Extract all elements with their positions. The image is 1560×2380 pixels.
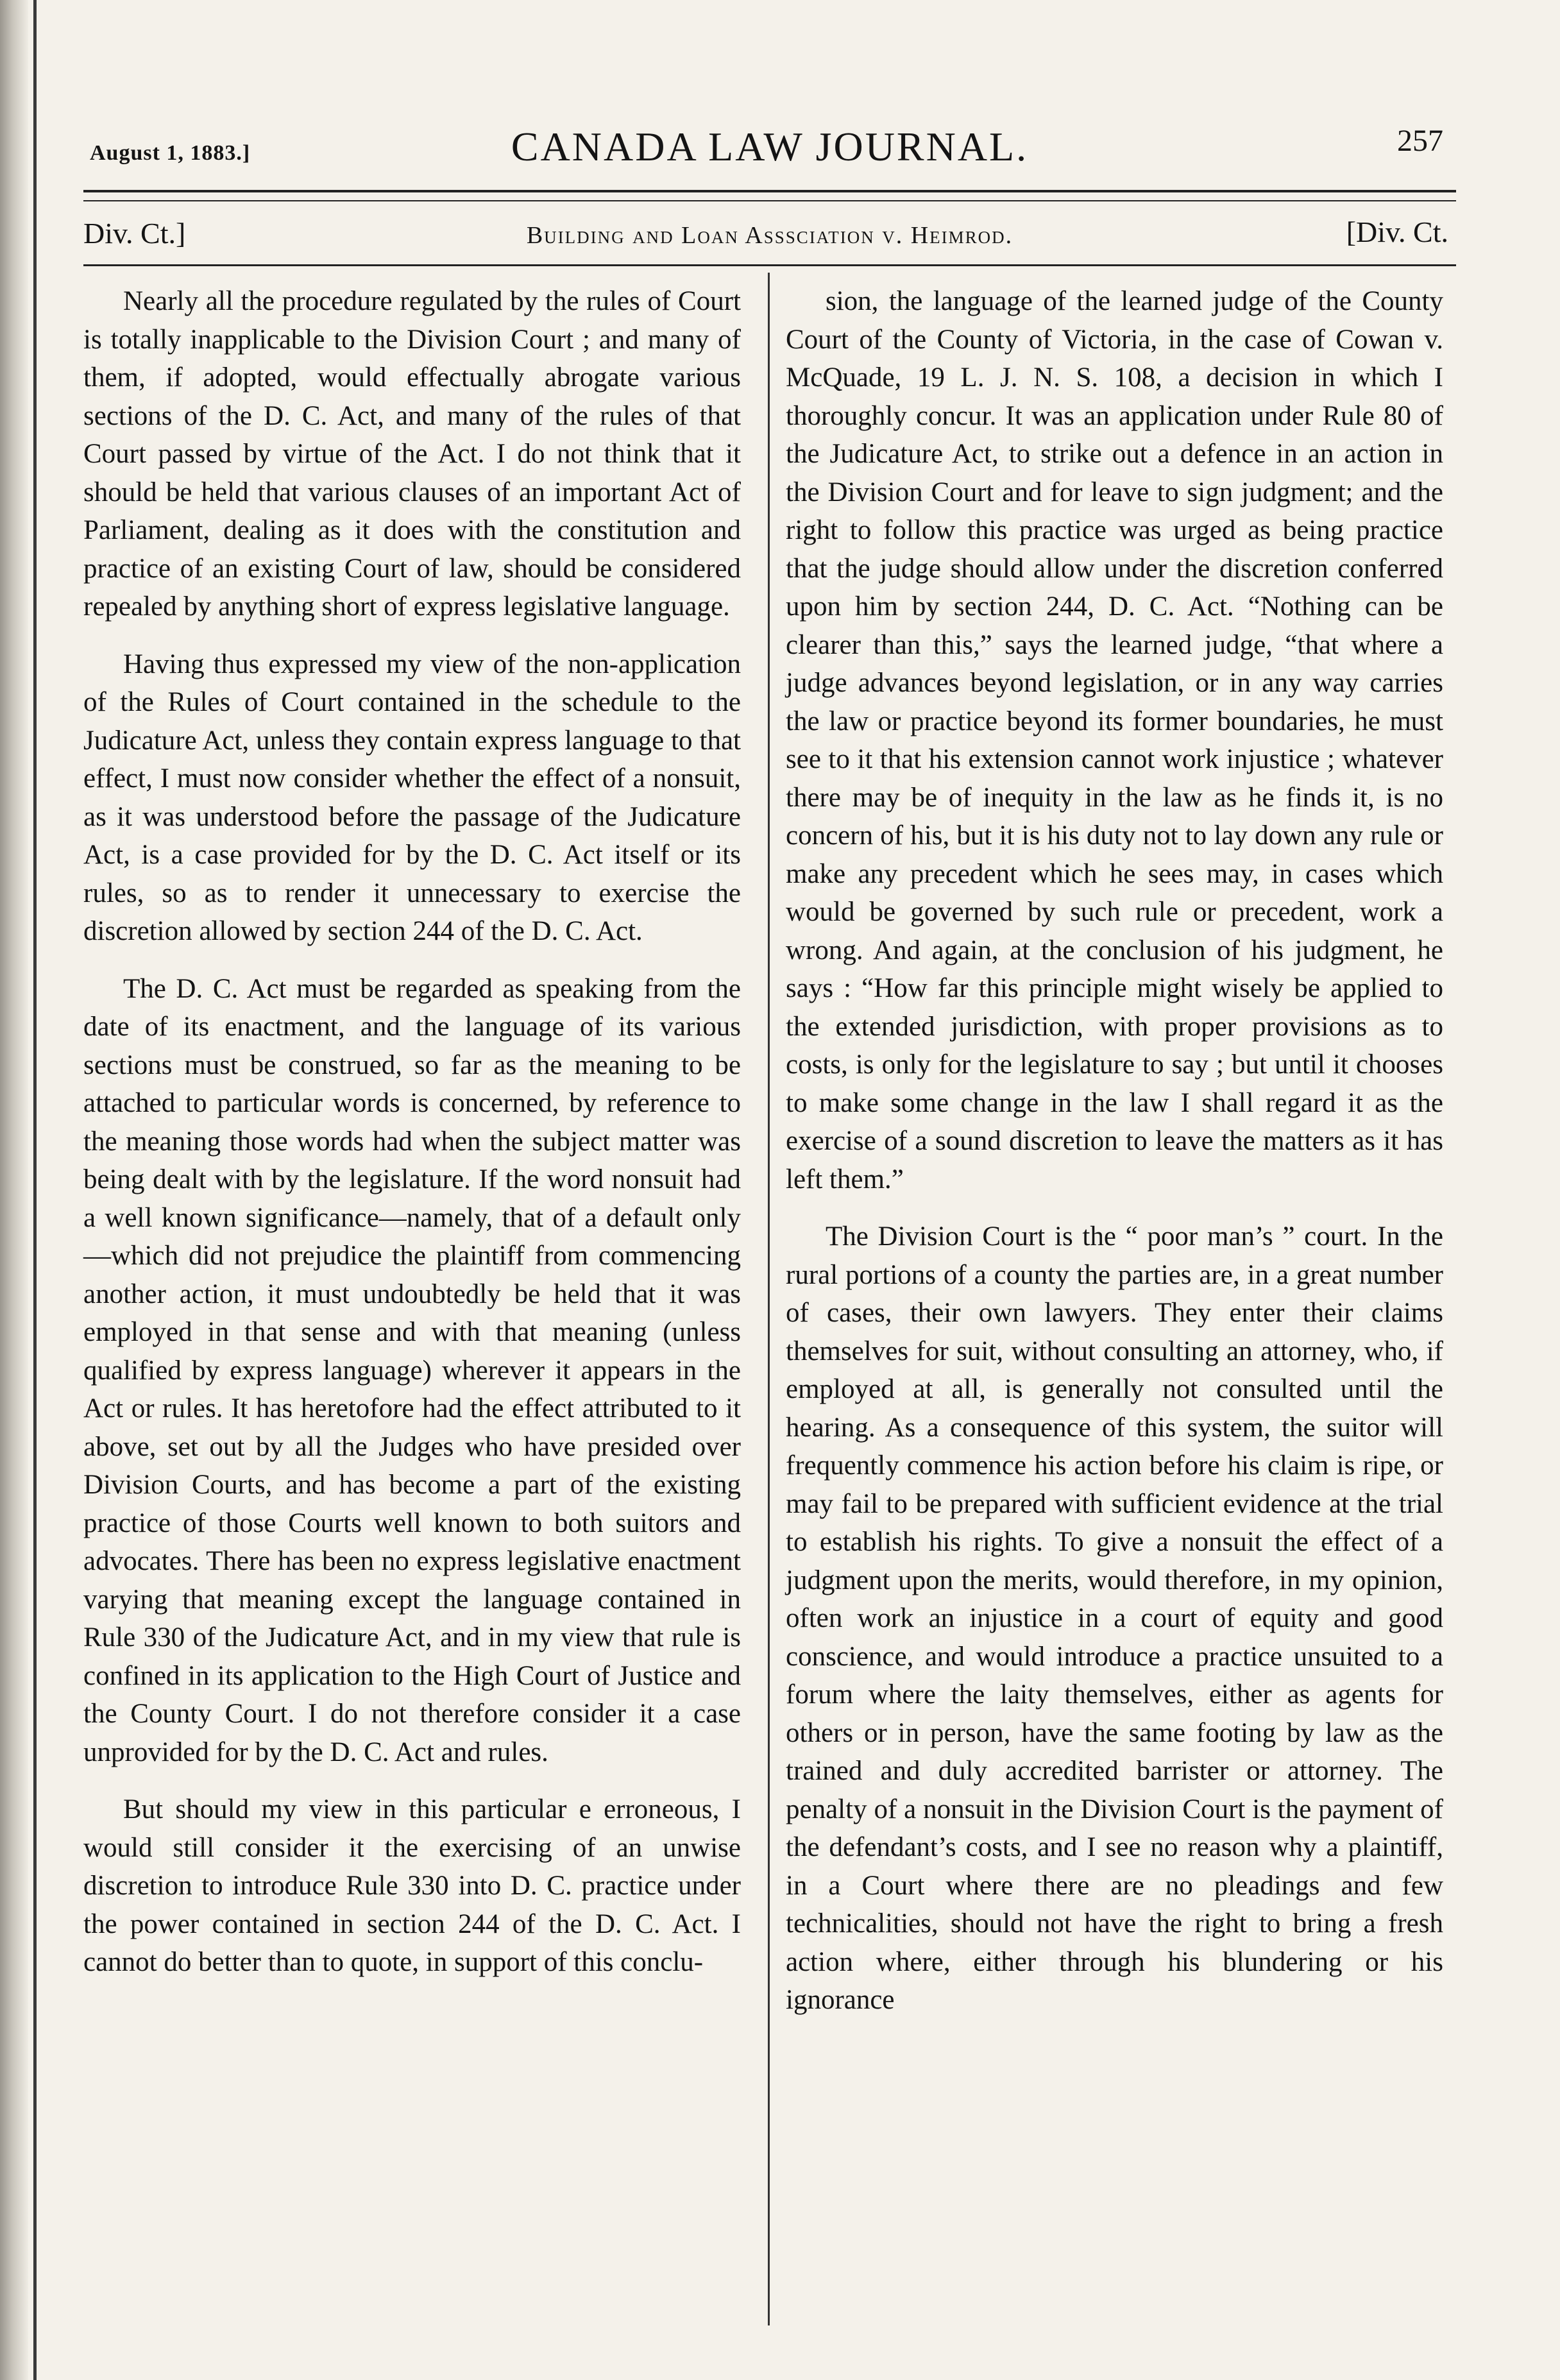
section-label-right: [Div. Ct. bbox=[1346, 216, 1448, 248]
book-spine-shadow bbox=[0, 0, 28, 2380]
paragraph: But should my view in this particular e erroneous, I would still consider it the exercising of an unwise discretion to introduce Rule 330 into D. C. practice under the power contained in section 244 of the D. C. Act. I cannot do better than to quote, in support of this conclu- bbox=[83, 1794, 741, 1977]
paragraph: Nearly all the procedure regulated by the rules of Court is totally inapplicable to the Division Court ; and many of them, if adopted, would effectually abrogate various sections of the D. C. Act, and many of the rules of that Court passed by virtue of the Act. I do not think that it should be held that various clauses of an important Act of Parliament, dealing as it does with the constitution and practice of an existing Court of law, should be considered repealed by anything short of express legislative language. bbox=[83, 286, 741, 622]
column-divider bbox=[768, 273, 770, 2325]
case-header-rule bbox=[83, 264, 1456, 266]
paragraph: Having thus expressed my view of the non-application of the Rules of Court contained in the schedule to the Judicature Act, unless they contain express language to that effect, I must now consider whether the effect of a nonsuit, as it was understood before the passage of the Judicature Act, is a case provided for by the D. C. Act itself or its rules, so as to render it unnecessary to exercise the discretion allowed by section 244 of the D. C. Act. bbox=[83, 649, 741, 946]
section-label-left: Div. Ct.] bbox=[83, 217, 186, 250]
issue-date: August 1, 1883.] bbox=[90, 141, 251, 165]
paragraph: The Division Court is the “ poor man’s ” court. In the rural portions of a county the parties are, in a great number of cases, their own lawyers. They enter their claims themselves for suit, without consulting an attorney, who, if employed at all, is generally not consulted until the hearing. As a consequence of this system, the suitor will frequently commence his action before his claim is ripe, or may fail to be prepared with sufficient evidence at the trial to establish his rights. To give a nonsuit the effect of a judgment upon the merits, would therefore, in my opinion, often work an injustice in a court of equity and good conscience, and would introduce a practice unsuited to a forum where the laity themselves, either as agents for others or in person, have the same footing by law as the trained and duly accredited barrister or attorney. The penalty of a nonsuit in the Division Court is the payment of the defendant’s costs, and I see no reason why a plaintiff, in a Court where there are no pleadings and few technicalities, should not have the right to bring a fresh action where, either through his blundering or his ignorance bbox=[786, 1221, 1443, 2015]
paragraph: sion, the language of the learned judge of the County Court of the County of Victoria, in the case of Cowan v. McQuade, 19 L. J. N. S. 108, a decision in which I thoroughly concur. It was an application under Rule 80 of the Judicature Act, to strike out a defence in an action in the Division Court and for leave to sign judgment; and the right to follow this practice was urged as being practice that the judge should allow under the discretion conferred upon him by section 244, D. C. Act. “Nothing can be clearer than this,” says the learned judge, “that where a judge advances beyond legislation, or in any way carries the law or practice beyond its former boundaries, he must see to it that his extension cannot work injustice ; whatever there may be of inequity in the law as he finds it, is no concern of his, but it is his duty not to lay down any rule or make any precedent which he sees may, in cases which would be governed by such rule or precedent, work a wrong. And again, at the conclusion of his judgment, he says : “How far this principle might wisely be applied to the extended jurisdiction, with proper provisions as to costs, is only for the legislature to say ; but until it chooses to make some change in the law I shall regard it as the exercise of a sound discretion to leave the matters as it has left them.” bbox=[786, 286, 1443, 1194]
case-header bbox=[83, 208, 1456, 253]
header-rule-thick bbox=[83, 190, 1456, 192]
journal-page bbox=[83, 109, 1456, 2329]
running-header bbox=[83, 109, 1456, 180]
left-column bbox=[83, 282, 741, 1982]
page-edge-line bbox=[33, 0, 37, 2380]
header-rule-thin bbox=[83, 200, 1456, 201]
page-number: 257 bbox=[1397, 124, 1443, 158]
right-column bbox=[786, 282, 1443, 2019]
case-title: Building and Loan Asssciation v. Heimrod. bbox=[526, 222, 1013, 249]
journal-title: CANADA LAW JOURNAL. bbox=[511, 124, 1029, 169]
paragraph: The D. C. Act must be regarded as speaking from the date of its enactment, and the language of its various sections must be construed, so far as the meaning to be attached to particular words is concerned, by reference to the meaning those words had when the subject matter was being dealt with by the legislature. If the word nonsuit had a well known significance—namely, that of a default only—which did not prejudice the plaintiff from commencing another action, it must undoubtedly be held that it was employed in that sense and with that meaning (unless qualified by express language) wherever it appears in the Act or rules. It has heretofore had the effect attributed to it above, set out by all the Judges who have presided over Division Courts, and has become a part of the existing practice of those Courts well known to both suitors and advocates. There has been no express legislative enactment varying that meaning except the language contained in Rule 330 of the Judicature Act, and in my view that rule is confined in its application to the High Court of Justice and the County Court. I do not therefore consider it a case unprovided for by the D. C. Act and rules. bbox=[83, 973, 741, 1767]
